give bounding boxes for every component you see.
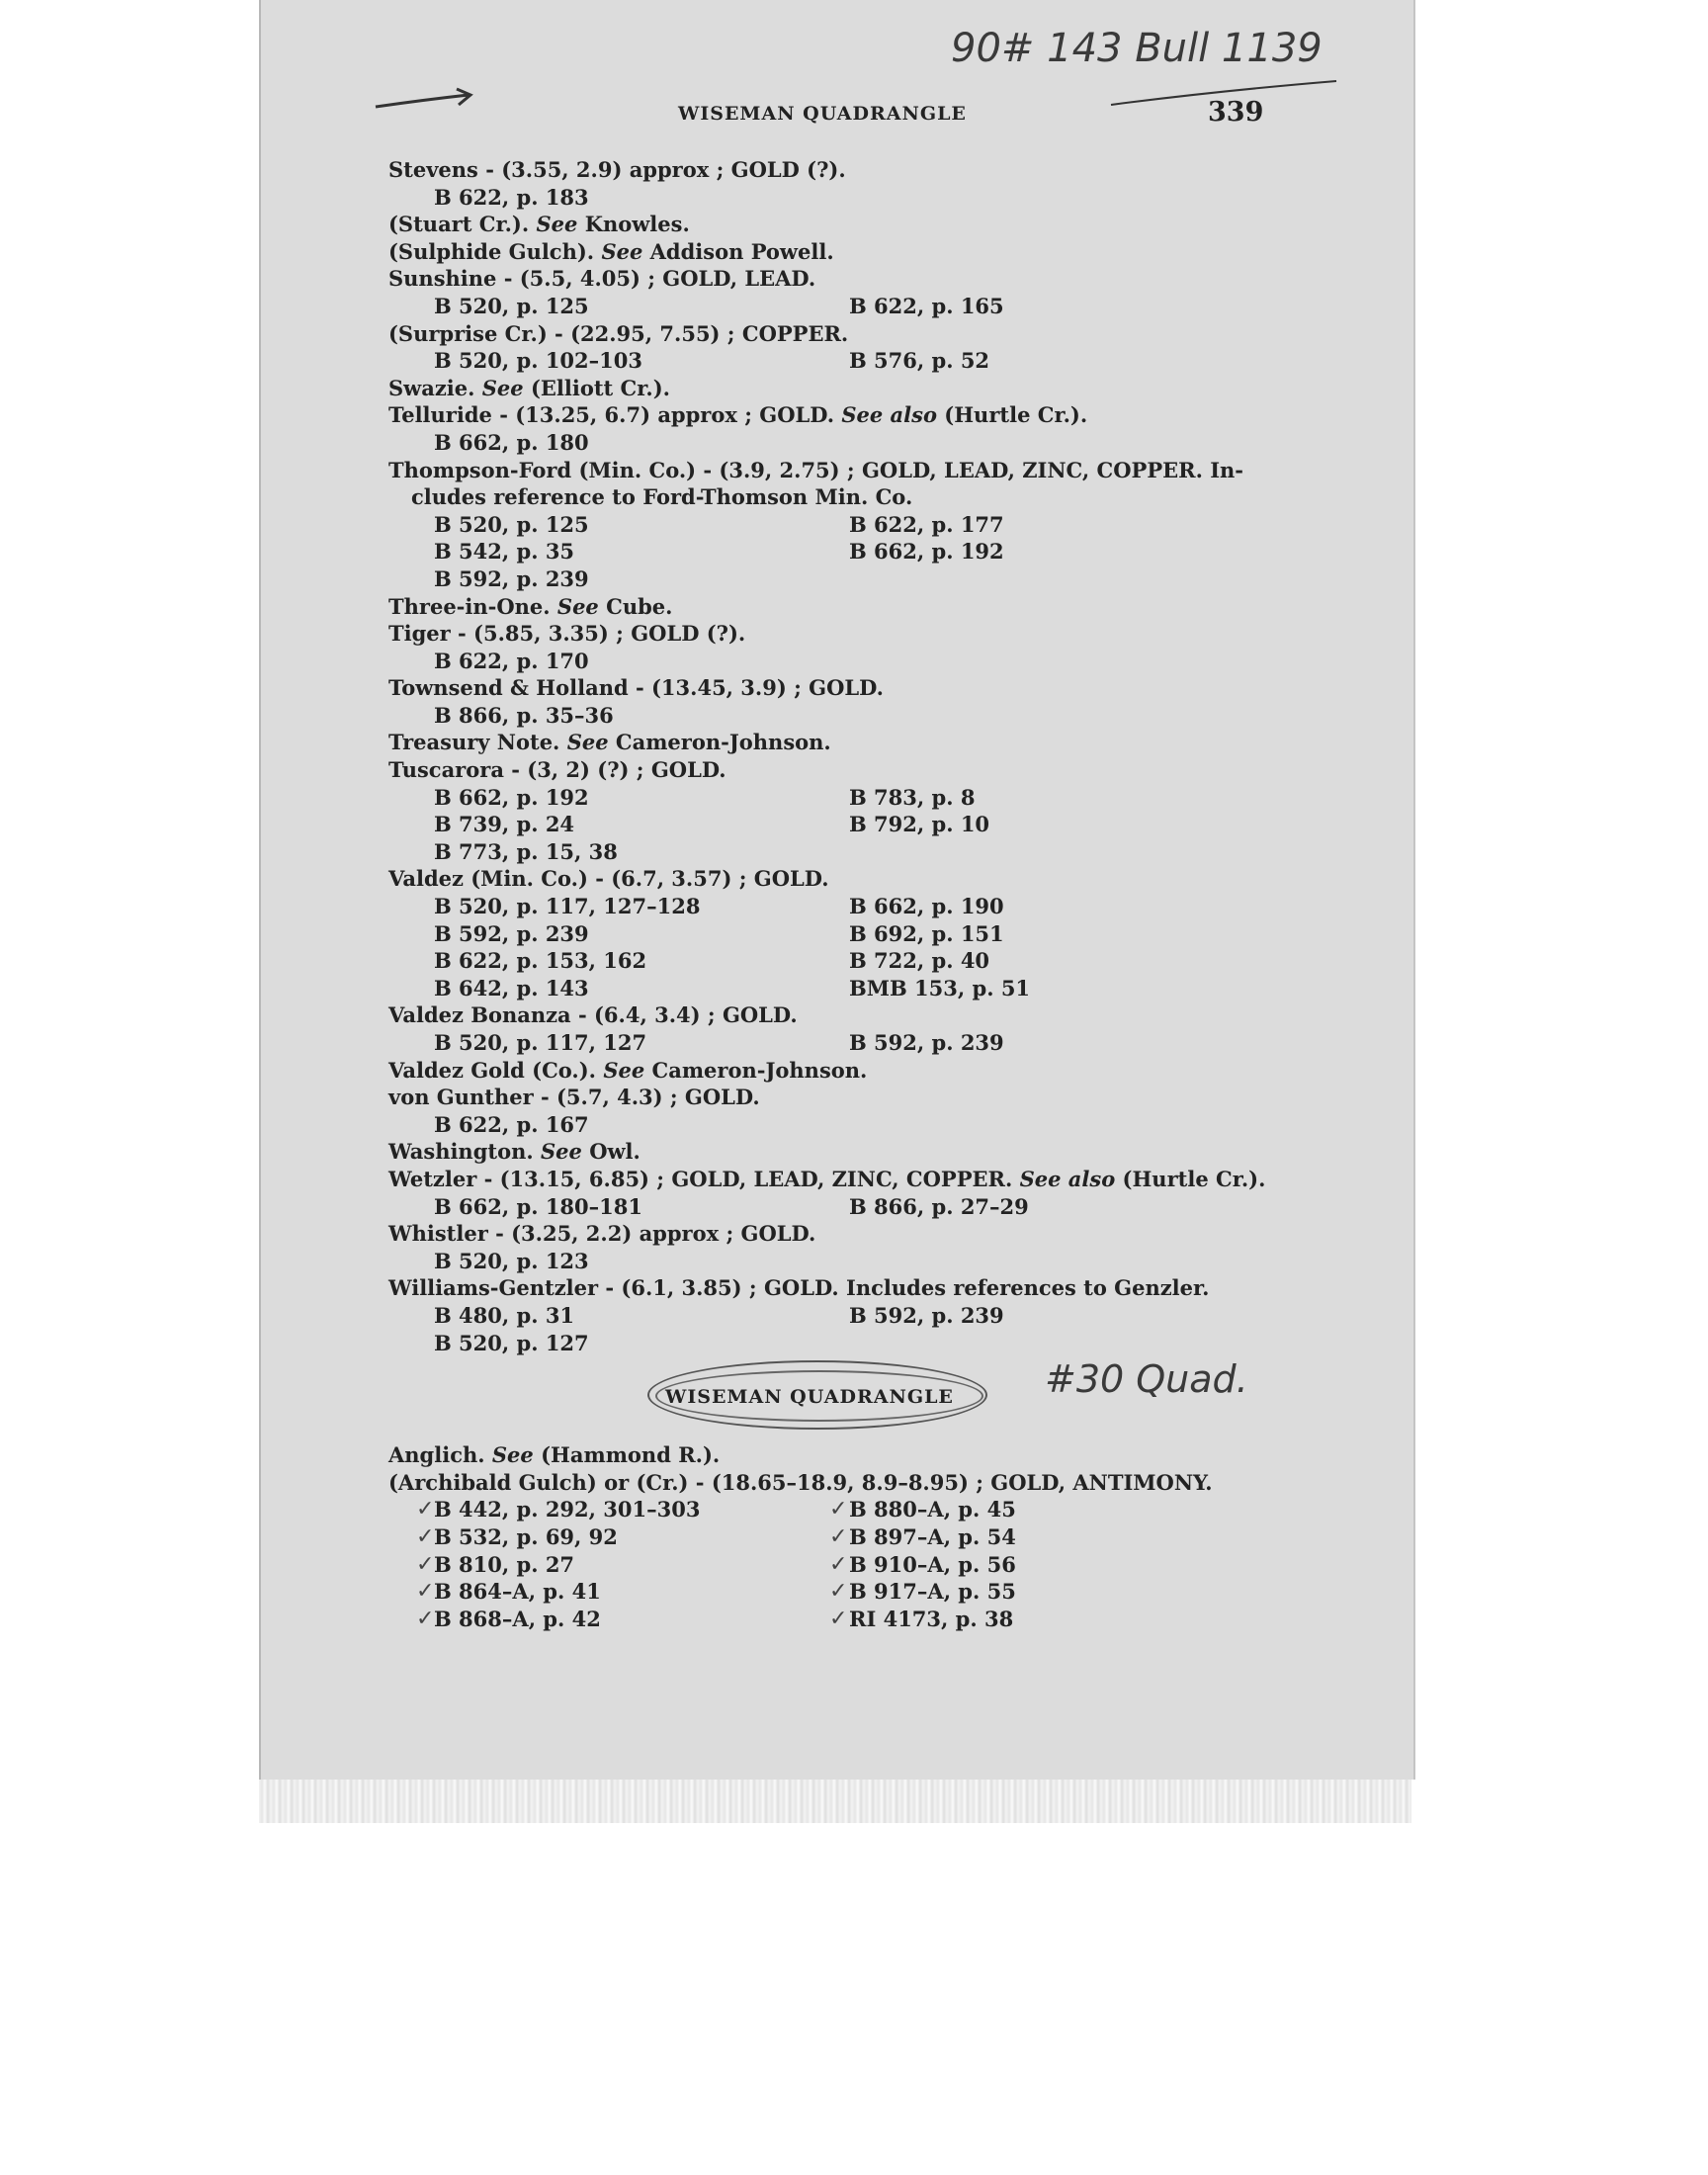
- bulletin-reference: B 592, p. 239: [434, 566, 589, 591]
- bulletin-reference: B 897–A, p. 54: [849, 1523, 1016, 1549]
- bulletin-reference: B 520, p. 123: [434, 1248, 589, 1273]
- entry-text: Valdez Bonanza - (6.4, 3.4) ; GOLD.: [388, 1002, 798, 1028]
- bulletin-reference: B 866, p. 27–29: [849, 1193, 1029, 1219]
- bulletin-reference: B 520, p. 102–103: [434, 348, 642, 374]
- bulletin-reference: B 442, p. 292, 301–303: [434, 1497, 701, 1522]
- reference-row: [388, 1193, 1278, 1221]
- index-entry: [388, 1220, 1278, 1248]
- reference-row: [388, 1029, 1278, 1057]
- reference-row: [388, 702, 1278, 730]
- reference-row: [388, 784, 1278, 812]
- bulletin-reference: B 622, p. 167: [434, 1111, 589, 1137]
- see-target: Cube.: [606, 593, 673, 619]
- bulletin-reference: B 520, p. 117, 127–128: [434, 894, 701, 919]
- entry-text: Swazie.: [388, 375, 475, 400]
- entry-text: (Sulphide Gulch).: [388, 238, 595, 264]
- index-entry: [388, 756, 1278, 784]
- entry-text: Telluride - (13.25, 6.7) approx ; GOLD.: [388, 402, 835, 428]
- index-entry: [388, 1166, 1278, 1193]
- entry-text: Stevens - (3.55, 2.9) approx ; GOLD (?).: [388, 157, 846, 182]
- index-entry: [388, 1469, 1278, 1497]
- reference-row: [388, 920, 1278, 948]
- handwritten-catalog-note: 90# 143 Bull 1139: [951, 26, 1323, 71]
- reference-row: [388, 1606, 1278, 1633]
- index-entry: [388, 320, 1278, 348]
- check-mark: ✓: [829, 1551, 848, 1577]
- reference-row: [388, 975, 1278, 1002]
- bulletin-reference: B 910–A, p. 56: [849, 1551, 1016, 1577]
- reference-row: [388, 1551, 1278, 1579]
- reference-row: [388, 1111, 1278, 1139]
- entry-text: Whistler - (3.25, 2.2) approx ; GOLD.: [388, 1221, 816, 1247]
- check-mark: ✓: [416, 1606, 435, 1631]
- reference-row: [388, 1578, 1278, 1606]
- check-mark: ✓: [829, 1523, 848, 1549]
- bulletin-reference: B 622, p. 183: [434, 184, 589, 210]
- check-mark: ✓: [416, 1579, 435, 1605]
- see-reference: See: [556, 593, 599, 619]
- entry-text: Washington.: [388, 1139, 534, 1165]
- see-reference: See: [536, 212, 578, 237]
- entry-continuation: cludes reference to Ford-Thomson Min. Co.: [411, 484, 913, 510]
- see-reference: See: [566, 730, 609, 755]
- bulletin-reference: BMB 153, p. 51: [849, 975, 1031, 1000]
- see-target: Cameron-Johnson.: [651, 1057, 868, 1083]
- entry-text: Tuscarora - (3, 2) (?) ; GOLD.: [388, 757, 726, 783]
- index-entry: [388, 865, 1278, 893]
- reference-row: [388, 1523, 1278, 1551]
- bulletin-reference: B 622, p. 170: [434, 648, 589, 673]
- check-mark: ✓: [416, 1523, 435, 1549]
- reference-row: [388, 347, 1278, 375]
- entry-text: (Surprise Cr.) - (22.95, 7.55) ; COPPER.: [388, 320, 849, 346]
- index-entry: [388, 238, 1278, 266]
- bulletin-reference: B 722, p. 40: [849, 948, 990, 974]
- see-target: Knowles.: [584, 212, 690, 237]
- check-mark: ✓: [829, 1579, 848, 1605]
- bulletin-reference: B 542, p. 35: [434, 539, 575, 565]
- bulletin-reference: B 622, p. 153, 162: [434, 948, 647, 974]
- entry-text: Treasury Note.: [388, 730, 560, 755]
- bulletin-reference: B 576, p. 52: [849, 348, 990, 374]
- entry-text: Tiger - (5.85, 3.35) ; GOLD (?).: [388, 621, 746, 647]
- bulletin-reference: B 622, p. 165: [849, 293, 1004, 318]
- handwritten-section-note: #30 Quad.: [1045, 1357, 1248, 1402]
- index-content: [388, 156, 1278, 1632]
- entry-text: Valdez (Min. Co.) - (6.7, 3.57) ; GOLD.: [388, 866, 829, 892]
- reference-row: [388, 1330, 1278, 1357]
- see-reference: See: [603, 1057, 645, 1083]
- index-entry: [388, 211, 1278, 238]
- index-entry: [388, 674, 1278, 702]
- index-entry: [388, 1274, 1278, 1302]
- page-title: WISEMAN QUADRANGLE: [678, 103, 967, 125]
- reference-row: [388, 511, 1278, 539]
- section-title: WISEMAN QUADRANGLE: [665, 1386, 954, 1409]
- bulletin-reference: B 864–A, p. 41: [434, 1579, 601, 1605]
- see-target: (Hammond R.).: [541, 1442, 721, 1468]
- entry-text: (Archibald Gulch) or (Cr.) - (18.65–18.9, 8.9–8.95) ; GOLD, ANTIMONY.: [388, 1469, 1213, 1495]
- bulletin-reference: B 642, p. 143: [434, 975, 589, 1000]
- index-entry: [388, 156, 1278, 184]
- reference-row: [388, 1496, 1278, 1523]
- reference-row: [388, 947, 1278, 975]
- reference-row: [388, 293, 1278, 320]
- page-number: 339: [1208, 97, 1264, 128]
- bulletin-reference: B 520, p. 125: [434, 293, 589, 318]
- see-reference: See also: [1019, 1166, 1116, 1191]
- entry-text: Three-in-One.: [388, 593, 551, 619]
- bulletin-reference: B 592, p. 239: [434, 920, 589, 946]
- check-mark: ✓: [829, 1497, 848, 1522]
- bulletin-reference: B 622, p. 177: [849, 511, 1004, 537]
- bulletin-reference: B 792, p. 10: [849, 812, 990, 837]
- see-target: Addison Powell.: [649, 238, 834, 264]
- bulletin-reference: B 866, p. 35–36: [434, 702, 614, 728]
- index-entry: [388, 1138, 1278, 1166]
- bulletin-reference: B 773, p. 15, 38: [434, 838, 618, 864]
- check-mark: ✓: [829, 1606, 848, 1631]
- bulletin-reference: B 662, p. 180–181: [434, 1193, 642, 1219]
- reference-row: [388, 184, 1278, 212]
- bulletin-reference: B 480, p. 31: [434, 1302, 575, 1328]
- bulletin-reference: B 520, p. 117, 127: [434, 1030, 647, 1055]
- reference-row: [388, 893, 1278, 920]
- bulletin-reference: B 917–A, p. 55: [849, 1579, 1016, 1605]
- scan-artifact-strip: [259, 1780, 1411, 1823]
- index-entry: [388, 401, 1278, 429]
- index-entry: [388, 375, 1278, 402]
- bulletin-reference: RI 4173, p. 38: [849, 1606, 1014, 1631]
- see-target: (Elliott Cr.).: [530, 375, 670, 400]
- index-entry: [388, 1084, 1278, 1111]
- see-target: Owl.: [589, 1139, 640, 1165]
- reference-row: [388, 811, 1278, 838]
- entry-text: (Stuart Cr.).: [388, 212, 530, 237]
- entry-text: Williams-Gentzler - (6.1, 3.85) ; GOLD. Includes references to Genzler.: [388, 1275, 1210, 1301]
- reference-row: [388, 429, 1278, 457]
- section-heading: [388, 1356, 1278, 1441]
- index-entry: [388, 620, 1278, 648]
- bulletin-reference: B 592, p. 239: [849, 1030, 1004, 1055]
- see-reference: See: [481, 375, 524, 400]
- see-target: (Hurtle Cr.).: [1122, 1166, 1266, 1191]
- bulletin-reference: B 662, p. 190: [849, 894, 1004, 919]
- bulletin-reference: B 592, p. 239: [849, 1302, 1004, 1328]
- index-entry: [388, 1001, 1278, 1029]
- bulletin-reference: B 662, p. 180: [434, 429, 589, 455]
- entry-text: Anglich.: [388, 1442, 485, 1468]
- bulletin-reference: B 739, p. 24: [434, 812, 575, 837]
- bulletin-reference: B 868–A, p. 42: [434, 1606, 601, 1631]
- index-entry: [388, 593, 1278, 621]
- bulletin-reference: B 662, p. 192: [434, 784, 589, 810]
- reference-row: [388, 1248, 1278, 1275]
- bulletin-reference: B 783, p. 8: [849, 784, 976, 810]
- entry-text: Valdez Gold (Co.).: [388, 1057, 596, 1083]
- see-target: Cameron-Johnson.: [615, 730, 831, 755]
- entry-text: Wetzler - (13.15, 6.85) ; GOLD, LEAD, ZINC, COPPER.: [388, 1166, 1013, 1191]
- reference-row: [388, 838, 1278, 866]
- see-reference: See: [540, 1139, 582, 1165]
- bulletin-reference: B 520, p. 127: [434, 1330, 589, 1355]
- pen-arrow-mark: [374, 85, 482, 115]
- index-entry: [388, 265, 1278, 293]
- bulletin-reference: B 532, p. 69, 92: [434, 1523, 618, 1549]
- entry-text: Sunshine - (5.5, 4.05) ; GOLD, LEAD.: [388, 266, 816, 292]
- entry-text: Thompson-Ford (Min. Co.) - (3.9, 2.75) ; GOLD, LEAD, ZINC, COPPER. In-: [388, 457, 1243, 482]
- reference-row: [388, 648, 1278, 675]
- index-entry: [388, 1057, 1278, 1085]
- reference-row: [388, 1302, 1278, 1330]
- entry-text: Townsend & Holland - (13.45, 3.9) ; GOLD.: [388, 675, 884, 701]
- reference-row: [388, 538, 1278, 566]
- bulletin-reference: B 692, p. 151: [849, 920, 1004, 946]
- bulletin-reference: B 810, p. 27: [434, 1551, 575, 1577]
- see-reference: See also: [841, 402, 937, 428]
- check-mark: ✓: [416, 1551, 435, 1577]
- bulletin-reference: B 880–A, p. 45: [849, 1497, 1016, 1522]
- check-mark: ✓: [416, 1497, 435, 1522]
- see-reference: See: [491, 1442, 534, 1468]
- index-entry: [388, 1441, 1278, 1469]
- see-target: (Hurtle Cr.).: [944, 402, 1088, 428]
- bulletin-reference: B 662, p. 192: [849, 539, 1004, 565]
- bulletin-reference: B 520, p. 125: [434, 511, 589, 537]
- see-reference: See: [601, 238, 643, 264]
- reference-row: [388, 566, 1278, 593]
- index-entry: [388, 457, 1278, 484]
- entry-text: von Gunther - (5.7, 4.3) ; GOLD.: [388, 1085, 760, 1110]
- index-entry: [388, 729, 1278, 756]
